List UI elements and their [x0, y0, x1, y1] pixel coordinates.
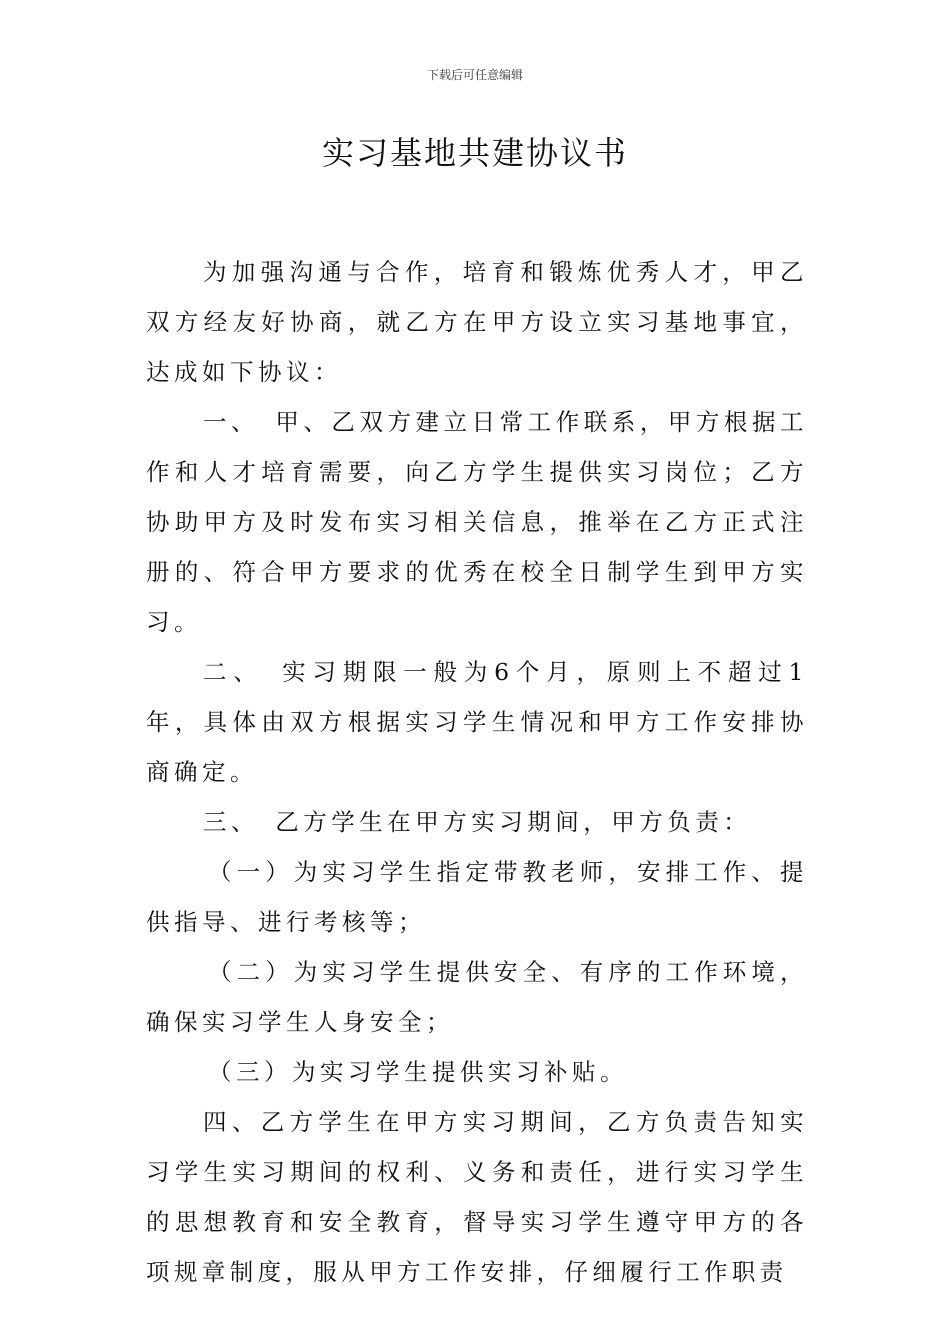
paragraph-clause-3-item-2: （二）为实习学生提供安全、有序的工作环境，确保实习学生人身安全； — [146, 958, 808, 1036]
paragraph-clause-1: 一、 甲、乙双方建立日常工作联系，甲方根据工作和人才培育需要，向乙方学生提供实习岗位；乙方协助甲方及时发布实习相关信息，推举在乙方正式注册的、符合甲方要求的优秀在校全日制学生到甲方实习。 — [146, 408, 808, 636]
paragraph-clause-3: 三、 乙方学生在甲方实习期间，甲方负责： — [203, 808, 752, 836]
paragraph-intro: 为加强沟通与合作，培育和锻炼优秀人才，甲乙双方经友好协商，就乙方在甲方设立实习基地事宜，达成如下协议： — [146, 258, 808, 386]
paragraph-clause-3-item-1: （一）为实习学生指定带教老师，安排工作、提供指导、进行考核等； — [146, 858, 808, 936]
paragraph-clause-4: 四、乙方学生在甲方实习期间，乙方负责告知实习学生实习期间的权利、义务和责任，进行实习学生的思想教育和安全教育，督导实习学生遵守甲方的各项规章制度，服从甲方工作安排，仔细履行工作职责 — [146, 1108, 808, 1286]
paragraph-clause-3-item-3: （三）为实习学生提供实习补贴。 — [208, 1058, 628, 1086]
header-note: 下载后可任意编辑 — [426, 68, 523, 82]
paragraph-clause-2: 二、 实习期限一般为6个月，原则上不超过1年，具体由双方根据实习学生情况和甲方工作安排协商确定。 — [146, 658, 808, 786]
document-body — [146, 247, 808, 1297]
document-title: 实习基地共建协议书 — [321, 134, 628, 172]
